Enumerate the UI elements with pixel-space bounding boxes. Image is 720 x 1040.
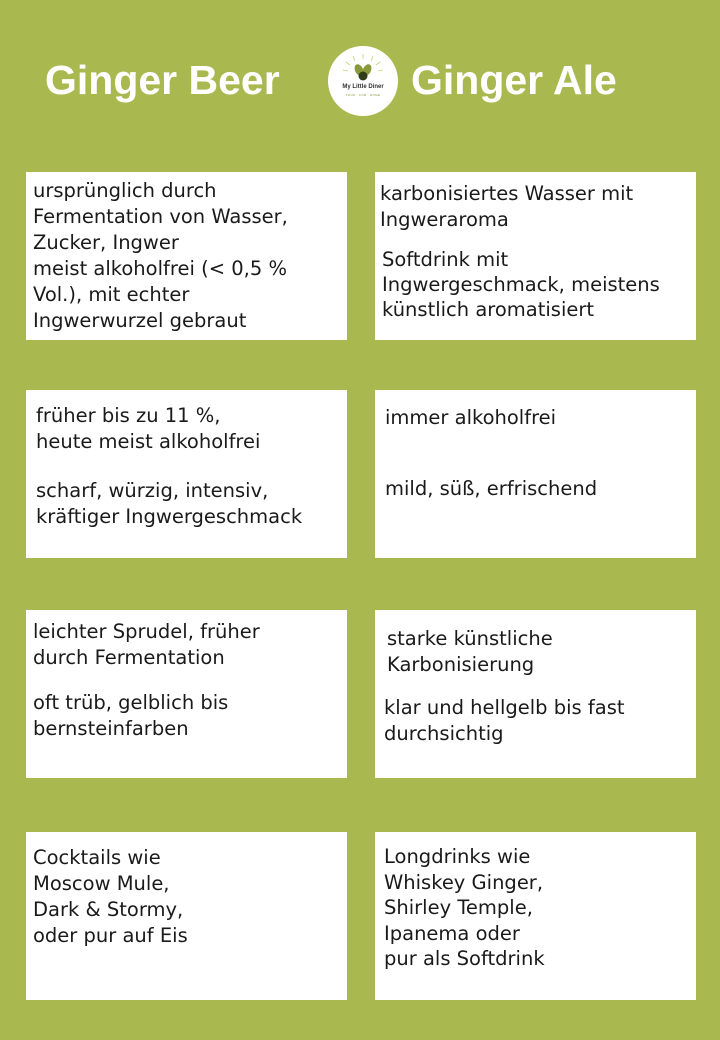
beer-card-usage — [26, 832, 347, 1000]
card-text: früher bis zu 11 %, heute meist alkoholfrei — [36, 404, 261, 453]
logo-name: My Little Diner — [342, 84, 384, 90]
card-text: mild, süß, erfrischend — [385, 477, 598, 500]
card-text: starke künstliche Karbonisierung — [387, 627, 553, 676]
card-text: oft trüb, gelblich bis bernsteinfarben — [33, 691, 229, 740]
ginger-ale-title: Ginger Ale — [411, 57, 617, 103]
logo-tagline: FOOD · FOR · HOME — [345, 93, 381, 97]
ale-card-alcohol-taste — [375, 390, 696, 558]
brand-logo — [328, 46, 398, 116]
card-text: Longdrinks wie Whiskey Ginger, Shirley Temple, Ipanema oder pur als Softdrink — [384, 845, 545, 970]
beer-card-carbonation-appearance — [26, 610, 347, 778]
ale-card-usage — [375, 832, 696, 1000]
ginger-beer-title: Ginger Beer — [45, 57, 280, 103]
card-text: ursprünglich durch Fermentation von Wasser, Zucker, Ingwer meist alkoholfrei (< 0,5 % Vol.), mit echter Ingwerwurzel gebraut — [33, 179, 288, 332]
card-text: scharf, würzig, intensiv, kräftiger Ingwergeschmack — [36, 479, 303, 528]
ale-card-production — [375, 172, 696, 340]
card-text: Cocktails wie Moscow Mule, Dark & Stormy, oder pur auf Eis — [33, 846, 188, 947]
card-text: klar und hellgelb bis fast durchsichtig — [384, 696, 625, 745]
beer-card-alcohol-taste — [26, 390, 347, 558]
lime-leaves-icon — [328, 46, 398, 116]
card-text: immer alkoholfrei — [385, 406, 557, 429]
ale-card-carbonation-appearance — [375, 610, 696, 778]
card-text: leichter Sprudel, früher durch Fermentation — [33, 620, 260, 669]
beer-card-production — [26, 172, 347, 340]
card-text: Softdrink mit Ingwergeschmack, meistens künstlich aromatisiert — [382, 248, 660, 321]
card-text: karbonisiertes Wasser mit Ingweraroma — [380, 182, 634, 231]
